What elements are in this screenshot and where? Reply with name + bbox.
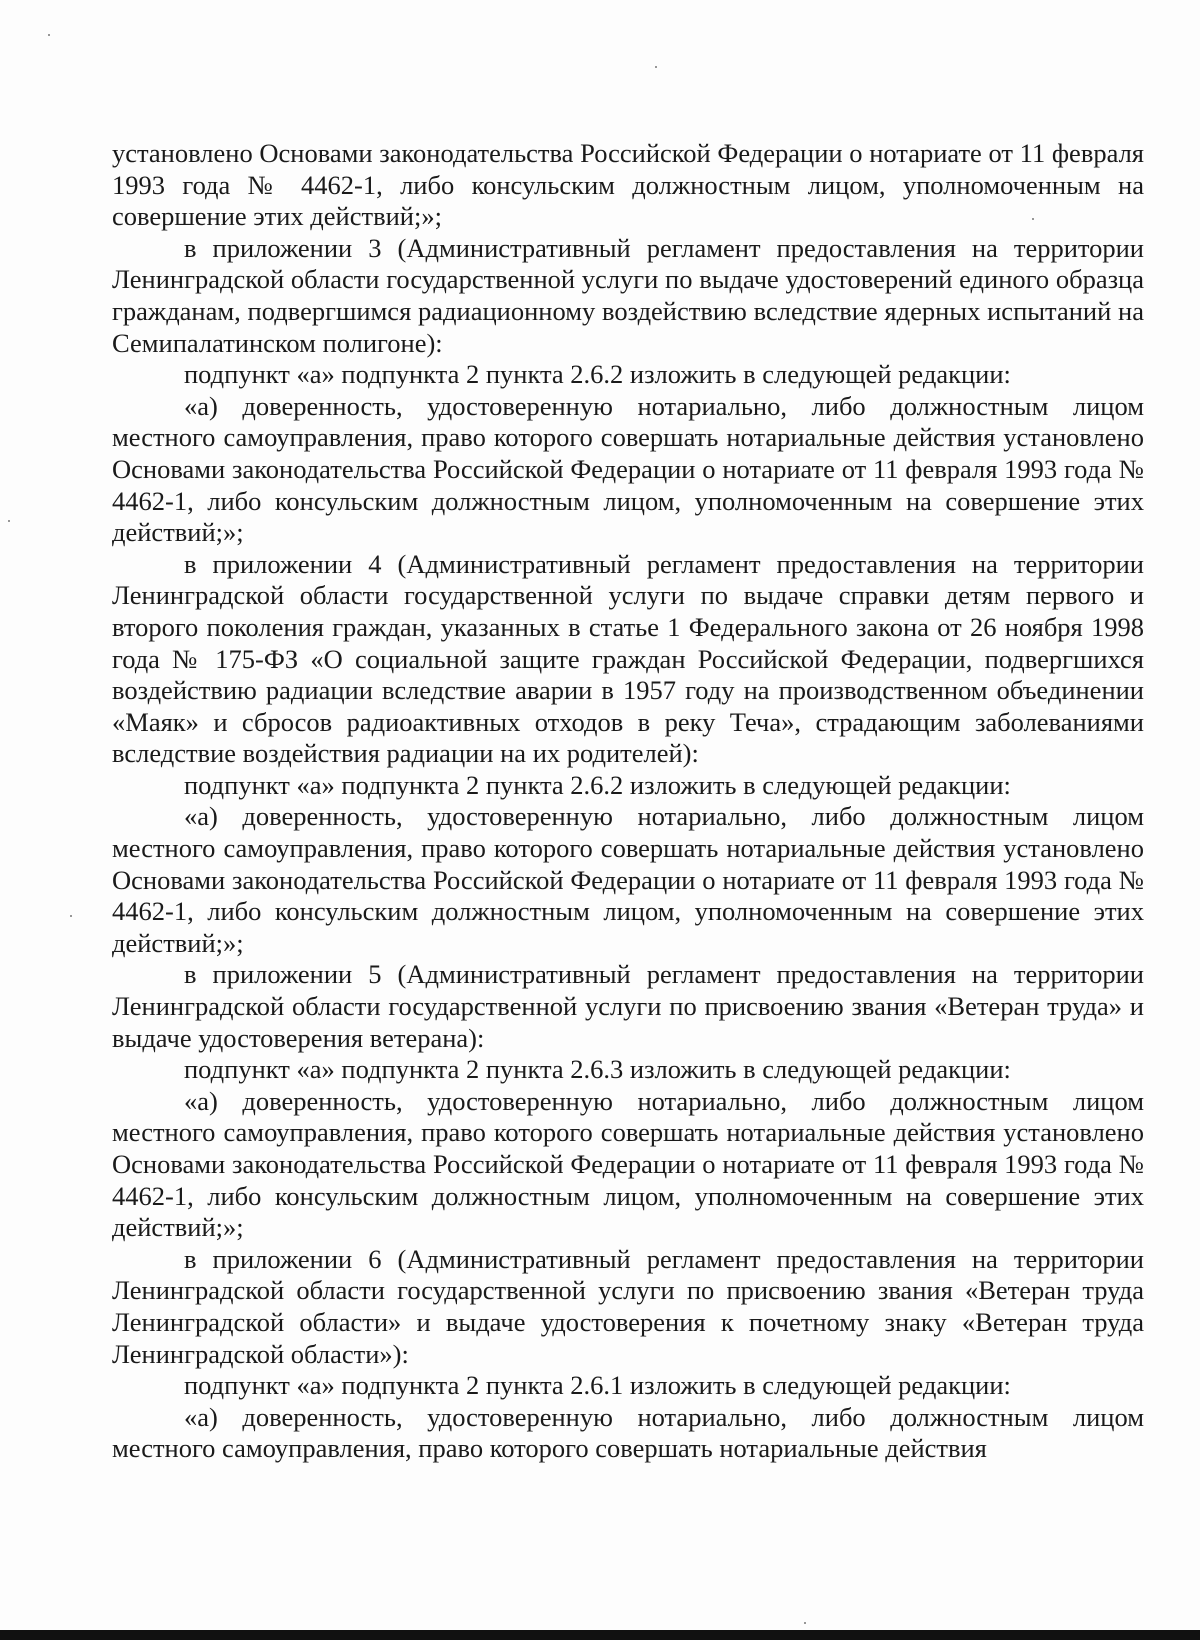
scan-speck xyxy=(804,1622,806,1624)
paragraph: подпункт «а» подпункта 2 пункта 2.6.2 изложить в следующей редакции: xyxy=(184,769,1011,800)
scan-speck xyxy=(655,66,657,68)
paragraph: в приложении 4 (Административный регламент предоставления на территории Ленинградской области государственной услуги по выдаче справки детям первого и второго поколения граждан, указанных в статье 1 Федерального закона от 26 ноября 1998 года № 175-ФЗ «О социальной защите граждан Российской Федерации, подвергшихся воздействию радиации вследствие аварии в 1957 году на производственном объединении «Маяк» и сбросов радиоактивных отходов в реку Теча», страдающим заболеваниями вследствие воздействия радиации на их родителей): xyxy=(112,548,1144,769)
paragraph: установлено Основами законодательства Российской Федерации о нотариате от 11 февраля 1993 года № 4462-1, либо консульским должностным лицом, уполномоченным на совершение этих действий;»; xyxy=(112,138,1144,232)
document-body xyxy=(112,138,1144,1465)
paragraph: «а) доверенность, удостоверенную нотариально, либо должностным лицом местного самоуправления, право которого совершать нотариальные действия установлено Основами законодательства Российской Федерации о нотариате от 11 февраля 1993 года № 4462-1, либо консульским должностным лицом, уполномоченным на совершение этих действий;»; xyxy=(112,801,1144,958)
paragraph: подпункт «а» подпункта 2 пункта 2.6.2 изложить в следующей редакции: xyxy=(184,359,1011,390)
paragraph: «а) доверенность, удостоверенную нотариально, либо должностным лицом местного самоуправления, право которого совершать нотариальные действия установлено Основами законодательства Российской Федерации о нотариате от 11 февраля 1993 года № 4462-1, либо консульским должностным лицом, уполномоченным на совершение этих действий;»; xyxy=(112,1085,1144,1243)
paragraph: подпункт «а» подпункта 2 пункта 2.6.3 изложить в следующей редакции: xyxy=(184,1054,1011,1085)
scan-bottom-edge xyxy=(0,1630,1200,1640)
paragraph: «а) доверенность, удостоверенную нотариально, либо должностным лицом местного самоуправления, право которого совершать нотариальные действия xyxy=(112,1401,1144,1464)
paragraph: подпункт «а» подпункта 2 пункта 2.6.1 изложить в следующей редакции: xyxy=(184,1370,1011,1401)
paragraph: в приложении 5 (Административный регламент предоставления на территории Ленинградской области государственной услуги по присвоению звания «Ветеран труда» и выдаче удостоверения ветерана): xyxy=(112,959,1144,1053)
paragraph: в приложении 6 (Административный регламент предоставления на территории Ленинградской области государственной услуги по присвоению звания «Ветеран труда Ленинградской области» и выдаче удостоверения к почетному знаку «Ветеран труда Ленинградской области»): xyxy=(112,1243,1144,1369)
paragraph: «а) доверенность, удостоверенную нотариально, либо должностным лицом местного самоуправления, право которого совершать нотариальные действия установлено Основами законодательства Российской Федерации о нотариате от 11 февраля 1993 года № 4462-1, либо консульским должностным лицом, уполномоченным на совершение этих действий;»; xyxy=(112,390,1144,548)
paragraph: в приложении 3 (Административный регламент предоставления на территории Ленинградской области государственной услуги по выдаче удостоверений единого образца гражданам, подвергшимся радиационному воздействию вследствие ядерных испытаний на Семипалатинском полигоне): xyxy=(112,232,1144,358)
scan-speck xyxy=(70,915,72,917)
scan-speck xyxy=(48,34,50,36)
scan-speck xyxy=(8,520,10,522)
